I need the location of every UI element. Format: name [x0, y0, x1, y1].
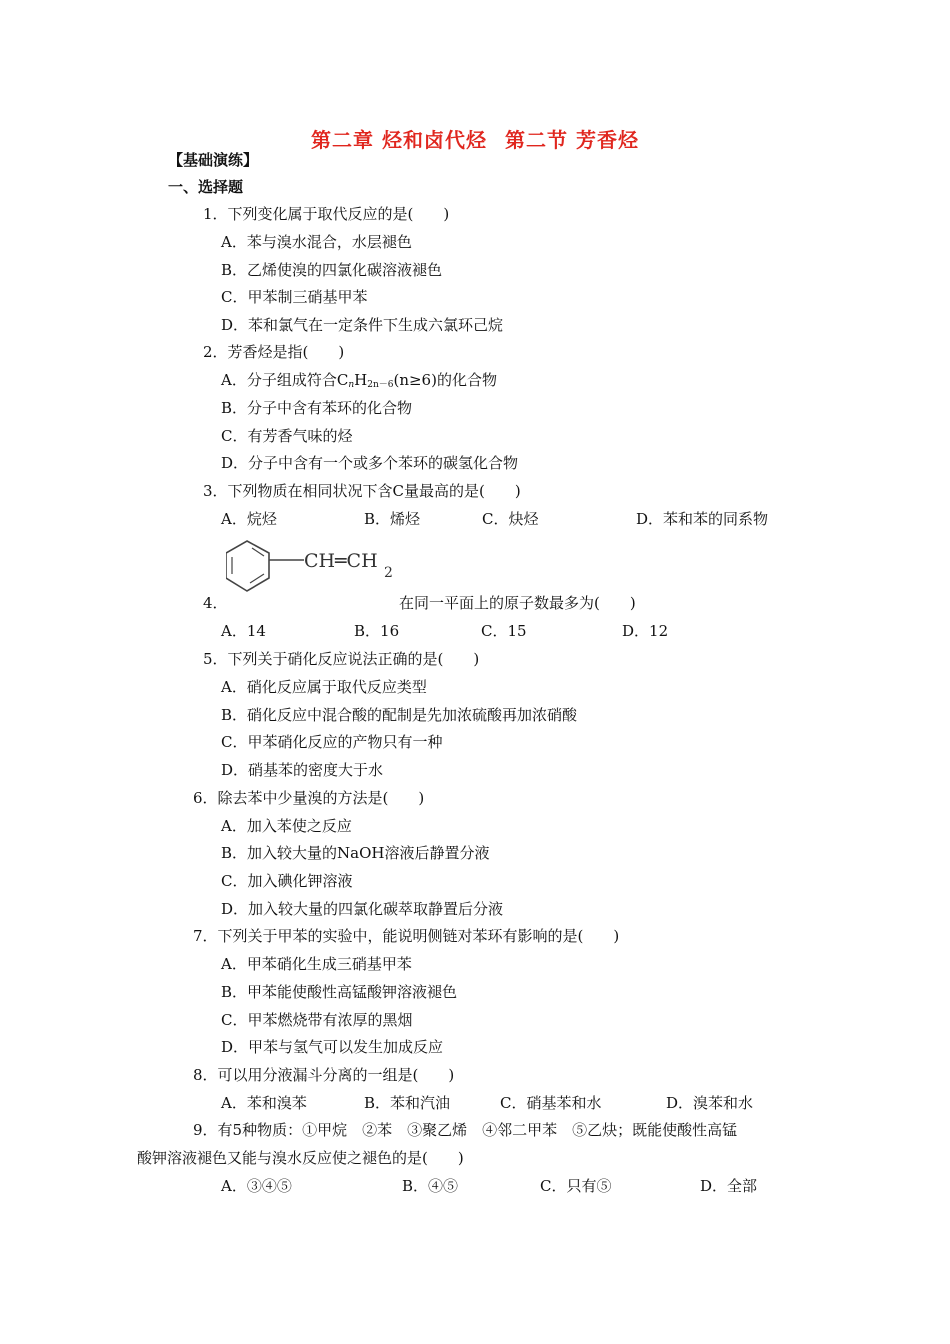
question-1-option: D．苯和氯气在一定条件下生成六氯环己烷 — [221, 316, 504, 334]
question-1-stem: 1．下列变化属于取代反应的是( ) — [203, 205, 450, 223]
question-6-option: A．加入苯使之反应 — [221, 817, 352, 835]
section-title: 第二节 芳香烃 — [505, 128, 639, 152]
styrene-structure — [226, 536, 406, 610]
question-1-option: C．甲苯制三硝基甲苯 — [221, 288, 368, 306]
question-7-option: D．甲苯与氢气可以发生加成反应 — [221, 1038, 444, 1056]
question-4-option: B．16 — [354, 622, 400, 640]
question-7-option: B．甲苯能使酸性高锰酸钾溶液褪色 — [221, 983, 458, 1001]
question-6-option: C．加入碘化钾溶液 — [221, 872, 353, 890]
question-8-option: D．溴苯和水 — [666, 1094, 754, 1112]
question-4-option: D．12 — [622, 622, 669, 640]
question-9-stem: 9．有5种物质：①甲烷 ②苯 ③聚乙烯 ④邻二甲苯 ⑤乙炔；既能使酸性高锰 — [193, 1121, 738, 1139]
section-heading: 【基础演练】 — [168, 151, 259, 169]
question-2-option: B．分子中含有苯环的化合物 — [221, 399, 413, 417]
formula-subscript: 2n－6 — [367, 380, 394, 390]
question-2-option: D．分子中含有一个或多个苯环的碳氢化合物 — [221, 454, 519, 472]
question-2-stem: 2．芳香烃是指( ) — [203, 343, 345, 361]
question-7-option: A．甲苯硝化生成三硝基甲苯 — [221, 955, 412, 973]
vinyl-group: CH═CH — [304, 550, 378, 572]
question-9-stem-line2: 酸钾溶液褪色又能与溴水反应使之褪色的是( ) — [137, 1149, 464, 1167]
question-3-option: A．烷烃 — [221, 510, 277, 528]
part-heading: 一、选择题 — [168, 178, 244, 196]
question-8-option: B．苯和汽油 — [364, 1094, 451, 1112]
question-3-option: C．炔烃 — [482, 510, 539, 528]
question-5-option: A．硝化反应属于取代反应类型 — [221, 678, 427, 696]
question-7-stem: 7．下列关于甲苯的实验中，能说明侧链对苯环有影响的是( ) — [193, 927, 620, 945]
question-5-option: D．硝基苯的密度大于水 — [221, 761, 384, 779]
page-title — [0, 124, 950, 153]
question-3-option: B．烯烃 — [364, 510, 421, 528]
question-9-option: B．④⑤ — [402, 1177, 459, 1195]
question-9-option: A．③④⑤ — [221, 1177, 292, 1195]
formula-c: C — [336, 371, 349, 389]
question-9-option: C．只有⑤ — [540, 1177, 612, 1195]
question-8-option: C．硝基苯和水 — [500, 1094, 602, 1112]
question-4-stem-tail: 在同一平面上的原子数最多为( ) — [399, 594, 636, 612]
question-2-option: C．有芳香气味的烃 — [221, 427, 353, 445]
chapter-title: 第二章 烃和卤代烃 — [311, 128, 487, 152]
question-5-option: C．甲苯硝化反应的产物只有一种 — [221, 733, 443, 751]
formula-h: H — [354, 371, 368, 389]
question-5-stem: 5．下列关于硝化反应说法正确的是( ) — [203, 650, 480, 668]
question-8-stem: 8．可以用分液漏斗分离的一组是( ) — [193, 1066, 455, 1084]
question-4-option: C．15 — [481, 622, 527, 640]
question-3-stem: 3．下列物质在相同状况下含C量最高的是( ) — [203, 482, 521, 500]
formula-n: n — [348, 380, 355, 390]
question-4-option: A．14 — [221, 622, 266, 640]
question-3-option: D．苯和苯的同系物 — [636, 510, 769, 528]
question-6-stem: 6．除去苯中少量溴的方法是( ) — [193, 789, 425, 807]
formula-tail: (n≥6)的化合物 — [393, 371, 497, 389]
question-6-option: D．加入较大量的四氯化碳萃取静置后分液 — [221, 900, 504, 918]
question-1-option: A．苯与溴水混合，水层褪色 — [221, 233, 412, 251]
question-9-option: D．全部 — [700, 1177, 758, 1195]
question-6-option: B．加入较大量的NaOH溶液后静置分液 — [221, 844, 490, 862]
question-7-option: C．甲苯燃烧带有浓厚的黑烟 — [221, 1011, 413, 1029]
question-2-option: A．分子组成符合$C_nH_{2n-6}(n\ge 6)$的化合物 — [221, 371, 497, 390]
question-8-option: A．苯和溴苯 — [221, 1094, 307, 1112]
question-4-stem: 4． — [203, 594, 228, 612]
question-5-option: B．硝化反应中混合酸的配制是先加浓硫酸再加浓硝酸 — [221, 706, 578, 724]
question-1-option: B．乙烯使溴的四氯化碳溶液褪色 — [221, 261, 443, 279]
vinyl-subscript: 2 — [384, 565, 393, 581]
